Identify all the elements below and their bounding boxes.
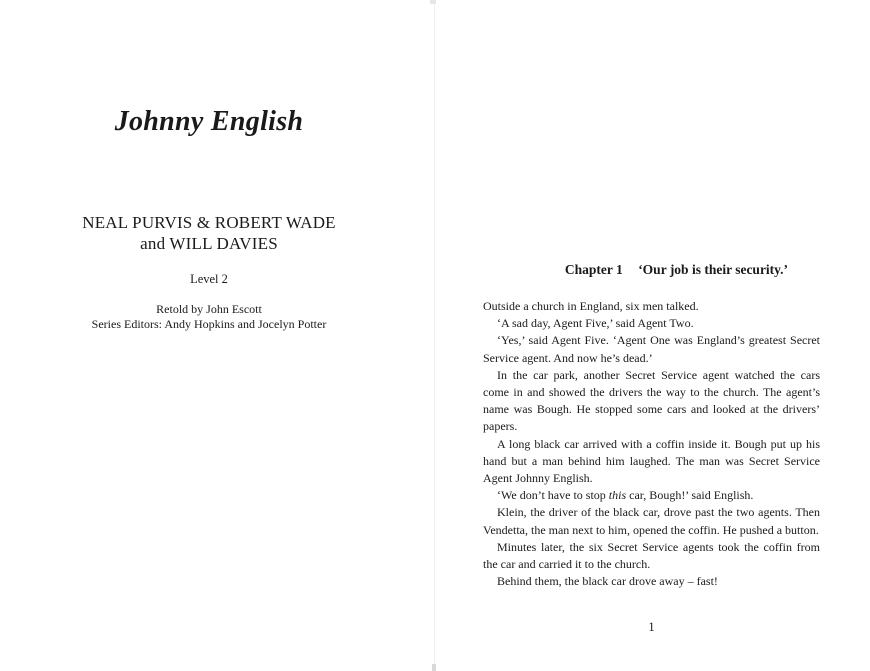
credits <box>0 302 418 332</box>
paragraph: Klein, the driver of the black car, drove past the two agents. Then Vendetta, the man next to him, opened the coffin. He pushed a button. <box>483 505 820 537</box>
paragraph: ‘Yes,’ said Agent Five. ‘Agent One was England’s greatest Secret Service agent. And now he’s dead.’ <box>483 333 820 365</box>
book-title: Johnny English <box>114 106 304 137</box>
emphasis: this <box>608 488 627 503</box>
chapter-number: Chapter 1 <box>564 262 623 277</box>
paragraph: Outside a church in England, six men talked. <box>483 299 699 313</box>
series-editors: Series Editors: Andy Hopkins and Jocelyn Potter <box>91 317 327 331</box>
retold-by: Retold by John Escott <box>156 302 262 316</box>
paragraph-text: ‘We don’t have to stop this car, Bough!’ said English. <box>497 488 754 503</box>
chapter-body <box>483 298 820 590</box>
authors <box>0 212 418 254</box>
paragraph: A long black car arrived with a coffin inside it. Bough put up his hand but a man behind him laughed. The man was Secret Service Agent Johnny English. <box>483 436 820 486</box>
paragraph: In the car park, another Secret Service agent watched the cars come in and showed the drivers the way to the church. The agent’s name was Bough. He stopped some cars and looked at the drivers’ papers. <box>483 367 820 434</box>
paragraph: Minutes later, the six Secret Service agents took the coffin from the car and carried it to the church. <box>483 539 820 572</box>
page-number: 1 <box>648 620 655 634</box>
chapter-heading <box>483 262 870 278</box>
paragraph-italic-this <box>483 487 820 504</box>
chapter-page <box>435 0 870 671</box>
chapter-title: ‘Our job is their security.’ <box>638 262 789 277</box>
paragraph: Behind them, the black car drove away – fast! <box>497 574 718 589</box>
paragraph: ‘A sad day, Agent Five,’ said Agent Two. <box>497 316 694 331</box>
authors-line-1: NEAL PURVIS & ROBERT WADE <box>82 213 336 232</box>
reader-level: Level 2 <box>190 272 228 286</box>
authors-line-2: and WILL DAVIES <box>140 234 278 253</box>
